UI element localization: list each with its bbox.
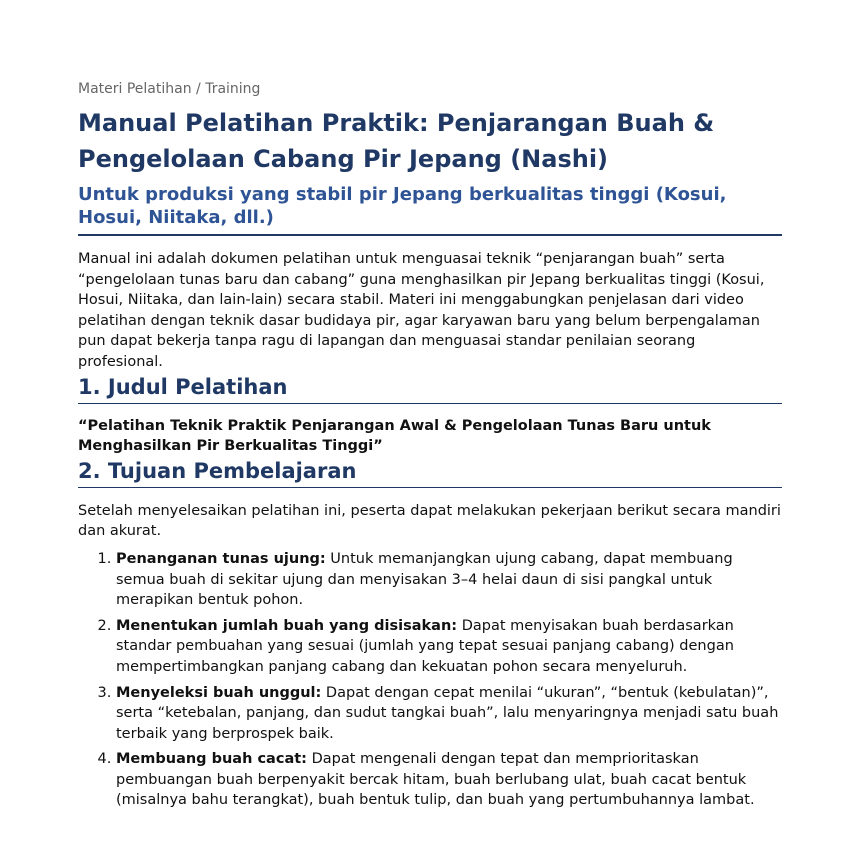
document-subtitle: Untuk produksi yang stabil pir Jepang berkualitas tinggi (Kosui, Hosui, Niitaka, dll.): [78, 183, 782, 236]
list-item: [116, 683, 782, 745]
section-heading-learning-goals: 2. Tujuan Pembelajaran: [78, 457, 782, 488]
intro-paragraph: Manual ini adalah dokumen pelatihan untuk menguasai teknik “penjarangan buah” serta “pengelolaan tunas baru dan cabang” guna menghasilkan pir Jepang berkualitas tinggi (Kosui, Hosui, Niitaka, dan lain-lain) secara stabil. Materi ini menggabungkan penjelasan dari video pelatihan dengan teknik dasar budidaya pir, agar karyawan baru yang belum berpengalaman pun dapat bekerja tanpa ragu di lapangan dan menguasai standar penilaian seorang profesional.: [78, 251, 765, 370]
list-item: [116, 749, 782, 811]
goal-text: Dapat mengenali dengan tepat dan memprioritaskan pembuangan buah berpenyakit bercak hitam, buah berlubang ulat, buah cacat bentuk (misalnya bahu terangkat), buah bentuk tulip, dan buah yang pertumbuhannya lambat.: [116, 751, 755, 809]
learning-goals-list: [78, 549, 782, 811]
breadcrumb: Materi Pelatihan / Training: [78, 81, 261, 97]
document-content: [78, 79, 782, 816]
goal-lead: Membuang buah cacat:: [116, 751, 307, 768]
section-heading-training-title: 1. Judul Pelatihan: [78, 373, 782, 404]
goal-lead: Menentukan jumlah buah yang disisakan:: [116, 617, 458, 634]
goal-lead: Penanganan tunas ujung:: [116, 550, 326, 567]
document-title: Manual Pelatihan Praktik: Penjarangan Buah & Pengelolaan Cabang Pir Jepang (Nashi): [78, 109, 715, 173]
training-title-text: “Pelatihan Teknik Praktik Penjarangan Awal & Pengelolaan Tunas Baru untuk Menghasilkan Pir Berkualitas Tinggi”: [78, 417, 711, 455]
goal-text: Untuk memanjangkan ujung cabang, dapat membuang semua buah di sekitar ujung dan menyisakan 3–4 helai daun di sisi pangkal untuk merapikan bentuk pohon.: [116, 550, 733, 609]
learning-goals-intro: Setelah menyelesaikan pelatihan ini, peserta dapat melakukan pekerjaan berikut secara mandiri dan akurat.: [78, 502, 781, 540]
list-item: [116, 549, 782, 611]
goal-lead: Menyeleksi buah unggul:: [116, 684, 322, 701]
list-item: [116, 616, 782, 678]
goal-text: Dapat menyisakan buah berdasarkan standar pembuahan yang sesuai (jumlah yang tepat sesuai panjang cabang) dengan mempertimbangkan panjang cabang dan kekuatan pohon secara menyeluruh.: [116, 617, 734, 675]
goal-text: Dapat dengan cepat menilai “ukuran”, “bentuk (kebulatan)”, serta “ketebalan, panjang, dan sudut tangkai buah”, lalu menyaringnya menjadi satu buah terbaik yang berprospek baik.: [116, 684, 779, 742]
